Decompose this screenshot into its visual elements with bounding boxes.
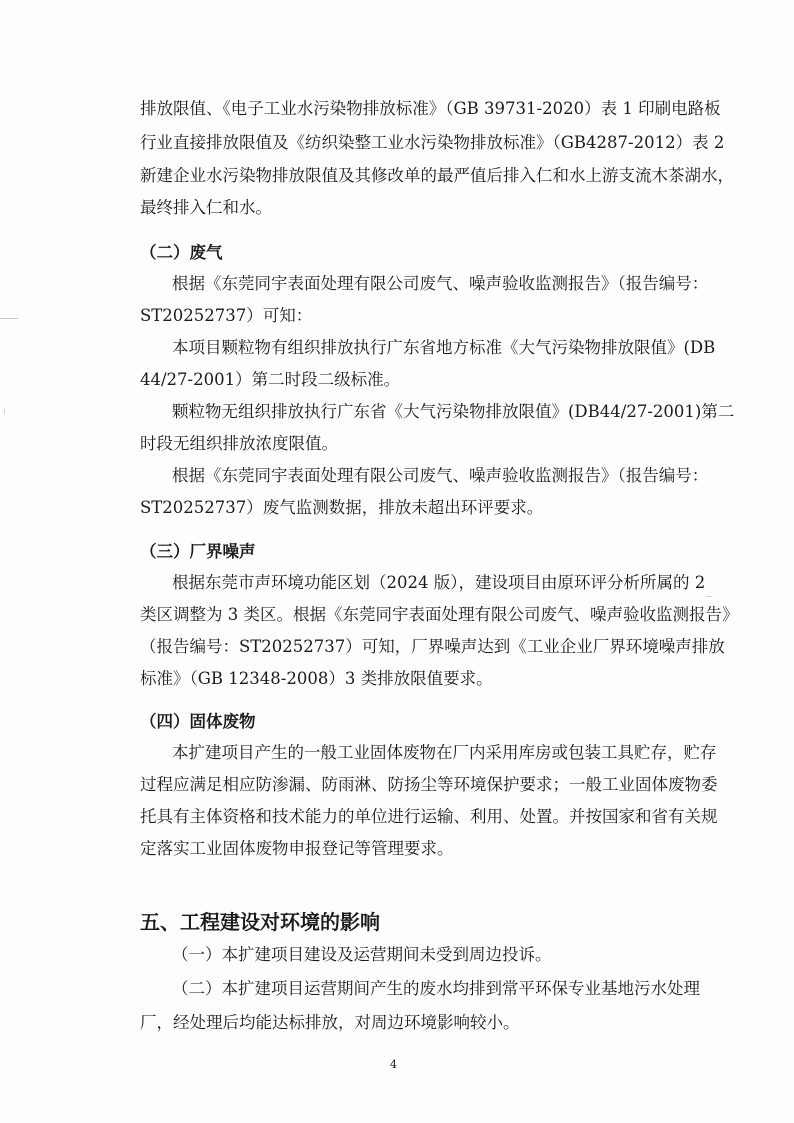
- solid-line-4: 定落实工业固体废物申报登记等管理要求。: [140, 839, 454, 858]
- air-line-3: 本项目颗粒物有组织排放执行广东省地方标准《大气污染物排放限值》(DB: [172, 338, 716, 357]
- air-line-1: 根据《东莞同宇表面处理有限公司废气、噪声验收监测报告》（报告编号：: [172, 274, 709, 293]
- air-line-6: 时段无组织排放浓度限值。: [140, 434, 338, 453]
- noise-line-3: （报告编号：ST20252737）可知，厂界噪声达到《工业企业厂界环境噪声排放: [140, 637, 725, 656]
- noise-line-1: 根据东莞市声环境功能区划（2024 版），建设项目由原环评分析所属的 2: [172, 573, 706, 592]
- sec5-line-2: （二）本扩建项目运营期间产生的废水均排到常平环保专业基地污水处理: [172, 979, 700, 998]
- section-solid-heading: （四）固体废物: [140, 712, 256, 731]
- section-air-heading: （二）废气: [140, 243, 223, 262]
- sec5-line-1: （一）本扩建项目建设及运营期间未受到周边投诉。: [172, 945, 552, 964]
- solid-line-3: 托具有主体资格和技术能力的单位进行运输、利用、处置。并按国家和省有关规: [140, 807, 718, 826]
- air-line-4: 44/27-2001）第二时段二级标准。: [140, 370, 401, 389]
- solid-line-1: 本扩建项目产生的一般工业固体废物在厂内采用库房或包装工具贮存，贮存: [172, 743, 717, 762]
- sec5-line-3: 厂，经处理后均能达标排放，对周边环境影响较小。: [140, 1013, 520, 1032]
- noise-line-2: 类区调整为 3 类区。根据《东莞同宇表面处理有限公司废气、噪声验收监测报告》: [140, 605, 739, 624]
- air-line-2: ST20252737）可知：: [140, 306, 313, 325]
- scan-mark: [0, 318, 18, 319]
- noise-line-4: 标准》（GB 12348-2008）3 类排放限值要求。: [140, 669, 493, 688]
- section-5-heading: 五、工程建设对环境的影响: [140, 910, 380, 934]
- para1-line-3: 新建企业水污染物排放限值及其修改单的最严值后排入仁和水上游支流木茶湖水，: [140, 166, 734, 185]
- solid-line-2: 过程应满足相应防渗漏、防雨淋、防扬尘等环境保护要求；一般工业固体废物委: [140, 775, 718, 794]
- page-number: 4: [390, 1058, 397, 1071]
- para1-line-2: 行业直接排放限值及《纺织染整工业水污染物排放标准》（GB4287-2012）表 2: [140, 133, 725, 152]
- air-line-7: 根据《东莞同宇表面处理有限公司废气、噪声验收监测报告》（报告编号：: [172, 466, 709, 485]
- scan-mark: [4, 408, 5, 414]
- air-line-8: ST20252737）废气监测数据，排放未超出环评要求。: [140, 498, 544, 517]
- para1-line-1: 排放限值、《电子工业水污染物排放标准》（GB 39731-2020）表 1 印刷电路板: [140, 99, 721, 118]
- scan-mark: [706, 596, 712, 597]
- air-line-5: 颗粒物无组织排放执行广东省《大气污染物排放限值》(DB44/27-2001)第二: [172, 402, 735, 421]
- section-noise-heading: （三）厂界噪声: [140, 542, 256, 561]
- para1-line-4: 最终排入仁和水。: [140, 198, 272, 217]
